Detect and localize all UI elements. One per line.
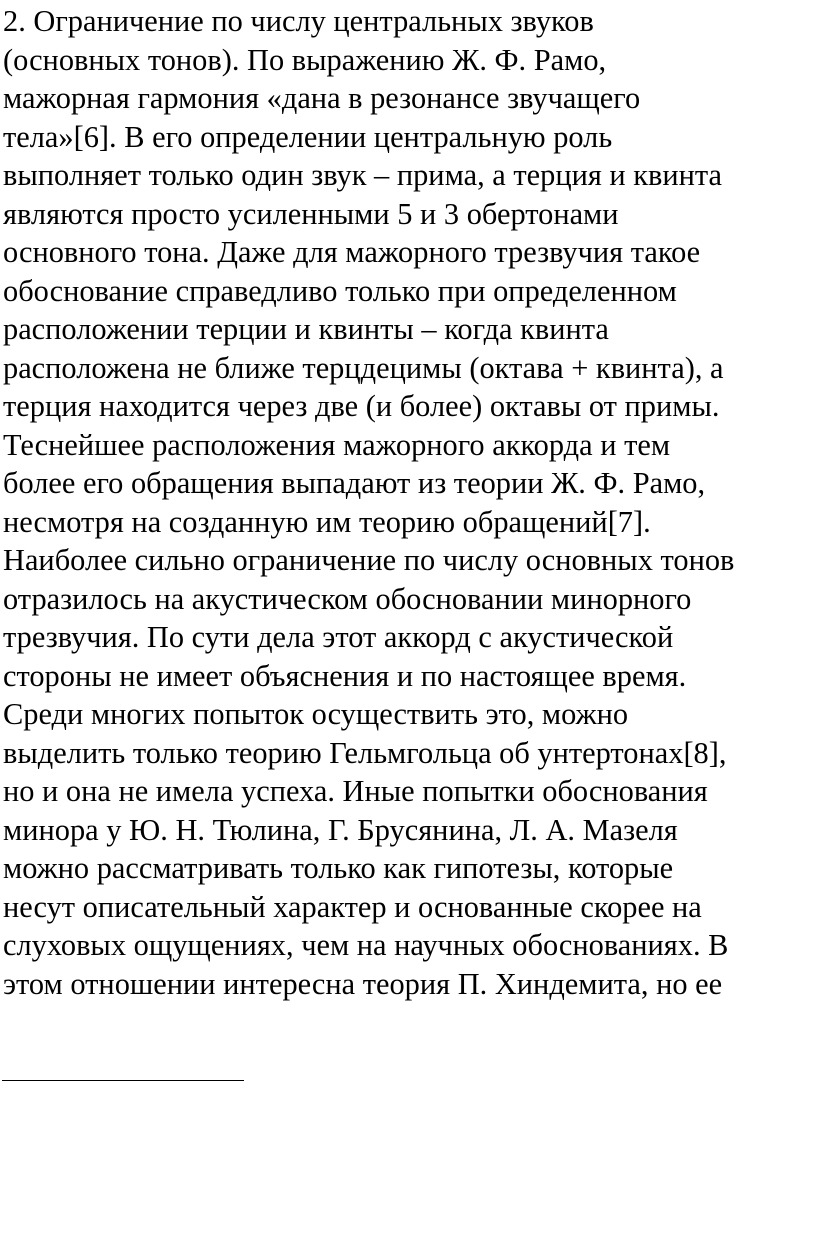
text-line: отразилось на акустическом обосновании минорного	[3, 581, 692, 616]
text-line: расположении терции и квинты – когда квинта	[3, 312, 609, 346]
text-line: несут описательный характер и основанные скорее на	[3, 889, 702, 924]
text-line: минора у Ю. Н. Тюлина, Г. Брусянина, Л. А. Мазеля	[3, 812, 678, 847]
text-line: Среди многих попыток осуществить это, можно	[3, 697, 629, 731]
text-line: выполняет только один звук – прима, а терция и квинта	[3, 158, 723, 192]
text-line: (основных тонов). По выражению Ж. Ф. Рамо,	[3, 42, 607, 77]
footnote-separator	[2, 1080, 244, 1081]
body-paragraph	[3, 2, 816, 1003]
text-line: основного тона. Даже для мажорного трезвучия такое	[3, 235, 701, 269]
text-line: расположена не ближе терцдецимы (октава + квинта), а	[3, 350, 724, 385]
text-line: можно рассматривать только как гипотезы, которые	[3, 851, 674, 885]
text-line: выделить только теорию Гельмгольца об унтертонах[8],	[3, 735, 727, 770]
text-line: стороны не имеет объяснения и по настоящее время.	[3, 658, 687, 693]
text-line: мажорная гармония «дана в резонансе звучащего	[3, 81, 641, 115]
text-line: 2. Ограничение по числу центральных звуков	[3, 4, 594, 38]
text-line: Теснейшее расположения мажорного аккорда и тем	[3, 427, 671, 462]
text-line: несмотря на созданную им теорию обращений[7].	[3, 504, 651, 539]
text-line: этом отношении интересна теория П. Хиндемита, но ее	[3, 966, 723, 1001]
text-line: более его обращения выпадают из теории Ж. Ф. Рамо,	[3, 466, 706, 500]
text-line: но и она не имела успеха. Иные попытки обоснования	[3, 774, 708, 808]
text-line: являются просто усиленными 5 и 3 обертонами	[3, 196, 619, 231]
text-line: Наиболее сильно ограничение по числу основных тонов	[3, 543, 735, 577]
text-line: тела»[6]. В его определении центральную роль	[3, 119, 613, 154]
text-line: трезвучия. По сути дела этот аккорд с акустической	[3, 620, 674, 654]
text-line: терция находится через две (и более) октавы от примы.	[3, 389, 720, 423]
text-line: обоснование справедливо только при определенном	[3, 273, 677, 308]
text-line: слуховых ощущениях, чем на научных обоснованиях. В	[3, 928, 729, 962]
